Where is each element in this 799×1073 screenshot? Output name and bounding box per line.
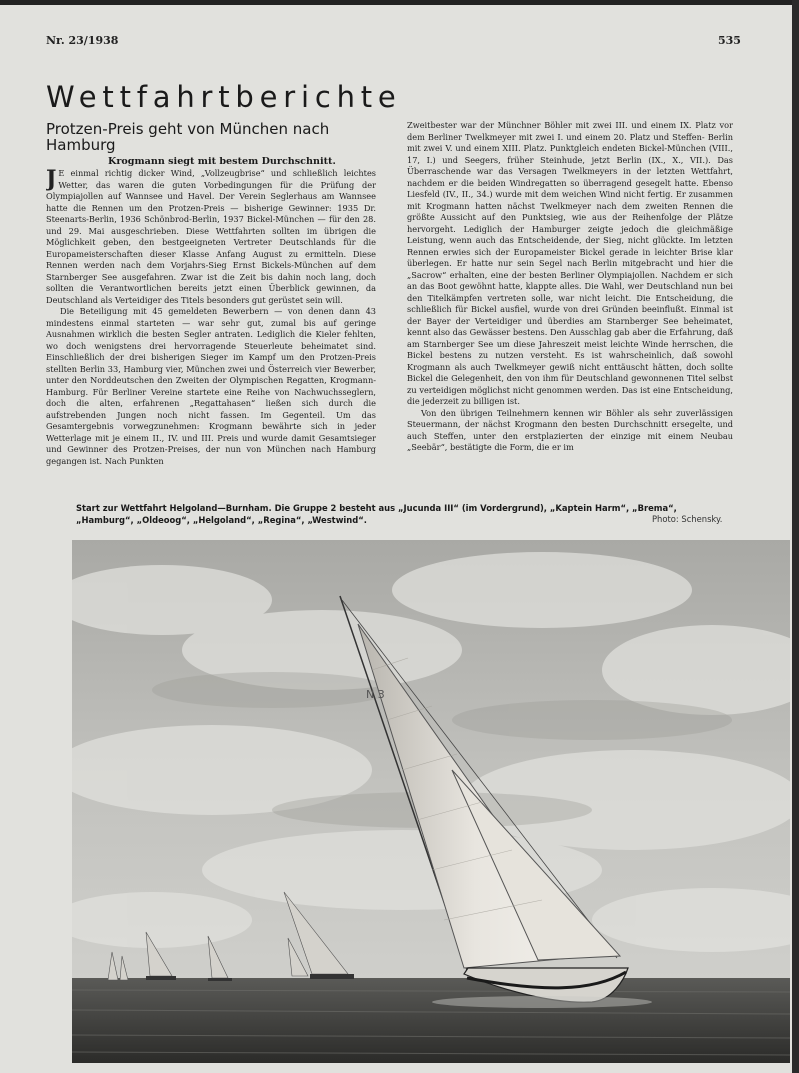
- article-column-right: [407, 120, 733, 508]
- issue-number: Nr. 23/1938: [46, 34, 119, 47]
- paragraph: Von den übrigen Teilnehmern kennen wir Böhler als sehr zuverlässigen Steuermann, der nächst Krogmann den besten Durchschnitt ersegelte, und auch Steffen, unter den erstplazierten der einzige mit einem Neubau „Seebär“, bestätigte die Form, die er im: [407, 407, 733, 452]
- sailing-photo: [72, 540, 790, 1063]
- drop-cap: J: [46, 168, 57, 192]
- photo-credit: Photo: Schensky.: [652, 514, 723, 524]
- paragraph-text: E einmal richtig dicker Wind, „Vollzeugbrise“ und schließlich leichtes Wetter, das waren die guten Vorbedingungen für die Prüfung der Olympiajollen auf Wannsee und Havel. Der Verein Seglerhaus am Wannsee hatte die Rennen um den Protzen-Preis — bisherige Gewinner: 1935 Dr. Steenarts-Berlin, 1936 Schönbrod-Berlin, 1937 Bickel-München — für den 28. und 29. Mai ausgeschrieben. Diese Wettfahrten sollten im übrigen die Möglichkeit geben, den bestgeeigneten Vertreter Deutschlands für die Europameisterschaften dieser Klasse Anfang August zu ermitteln. Diese Rennen werden nach dem Vorjahrs-Sieg Ernst Bickels-München auf dem Starnberger See ausgefahren. Zwar ist die Zeit bis dahin noch lang, doch sollten die Verantwortlichen bereits jetzt einen Überblick gewinnen, da Deutschland als Verteidiger des Titels besonders gut gerüstet sein will.: [46, 168, 376, 305]
- section-title: Wettfahrtberichte: [46, 80, 402, 114]
- paragraph: Die Beteiligung mit 45 gemeldeten Bewerbern — von denen dann 43 mindestens einmal starteten — war sehr gut, zumal bis auf geringe Ausnahmen wirklich die besten Segler antraten. Lediglich die Kieler fehlten, wo doch wenigstens drei hervorragende Steuerleute beheimatet sind. Einschließlich der drei bisherigen Sieger im Kampf um den Protzen-Preis stellten Berlin 33, Hamburg vier, München zwei und Österreich vier Bewerber, unter den Norddeutschen den Zweiten der Olympischen Regatten, Krogmann-Hamburg. Für Berliner Vereine startete eine Reihe von Nachwuchsseglern, doch die alten, erfahrenen „Regattahasen“ ließen sich durch die aufstrebenden Jungen noch nicht fassen. Im Gegenteil. Um das Gesamtergebnis vorwegzunehmen: Krogmann bewährte sich in jeder Wetterlage mit je einem II., IV. und III. Preis und wurde damit Gesamtsieger und Gewinner des Protzen-Preises, der nun von München nach Hamburg gegangen ist. Nach Punkten: [46, 306, 376, 466]
- article-subhead: Krogmann siegt mit bestem Durchschnitt.: [108, 156, 336, 167]
- regatta-image: [72, 540, 790, 1063]
- sail-number: N 3: [366, 688, 385, 701]
- article-headline: Protzen-Preis geht von München nach Hamburg: [46, 120, 330, 154]
- photo-caption: Start zur Wettfahrt Helgoland—Burnham. Die Gruppe 2 besteht aus „Jucunda III“ (im Vordergrund), „Kaptein Harm“, „Brema“, „Hamburg“, „Oldeoog“, „Helgoland“, „Regina“, „Westwind“.: [76, 503, 677, 525]
- page-number: 535: [718, 34, 741, 47]
- paragraph: Zweitbester war der Münchner Böhler mit zwei III. und einem IX. Platz vor dem Berliner Twelkmeyer mit zwei I. und einem 20. Platz und Steffen- Berlin mit zwei V. und einem XIII. Platz. Punktgleich endeten Bickel-München (VIII., 17, I.) und Seegers, früher Steinhude, jetzt Berlin (IX., X., VII.). Das Überraschende war das Versagen Twelkmeyers in der letzten Wettfahrt, nachdem er die beiden Windregatten so überragend gesegelt hatte. Ebenso Liesfeld (IV., II., 34.) wurde mit dem weichen Wind nicht fertig. Er zusammen mit Krogmann hatten nächst Twelkmeyer nach dem zweiten Rennen die größte Aussicht auf den Punktsieg, wie aus der Reihenfolge der Plätze hervorgeht. Lediglich der Hamburger zeigte jedoch die gleichmäßige Leistung, wenn auch das Entscheidende, der Sieg, nicht glückte. Im letzten Rennen erwies sich der Europameister Bickel gerade in leichter Brise klar überlegen. Er hatte nur sein Segel nach Berlin mitgebracht und hier die „Sacrow“ erhalten, eine der besten Berliner Olympiajollen. Nachdem er sich an das Boot gewöhnt hatte, klappte alles. Die Wahl, wer Deutschland nun bei den Titelkämpfen vertreten solle, war nicht leicht. Die Entscheidung, die schließlich für Bickel ausfiel, wurde von drei Gründen beeinflußt. Einmal ist der Bayer der Verteidiger und überdies am Starnberger See beheimatet, kennt also das Gewässer bestens. Den Ausschlag gab aber die Erfahrung, daß am Starnberger See um diese Jahreszeit meist leichte Winde herrschen, die Bickel bestens zu nutzen versteht. Es ist wahrscheinlich, daß sowohl Krogmann als auch Twelkmeyer gewiß nicht enttäuscht hätten, doch sollte Bickel die Gelegenheit, den von ihm für Deutschland gewonnenen Titel selbst zu verteidigen möglichst nicht genommen werden. Das ist eine Entscheidung, die jederzeit zu billigen ist.: [407, 120, 733, 406]
- article-column-left: [46, 168, 376, 506]
- paragraph: [46, 168, 376, 306]
